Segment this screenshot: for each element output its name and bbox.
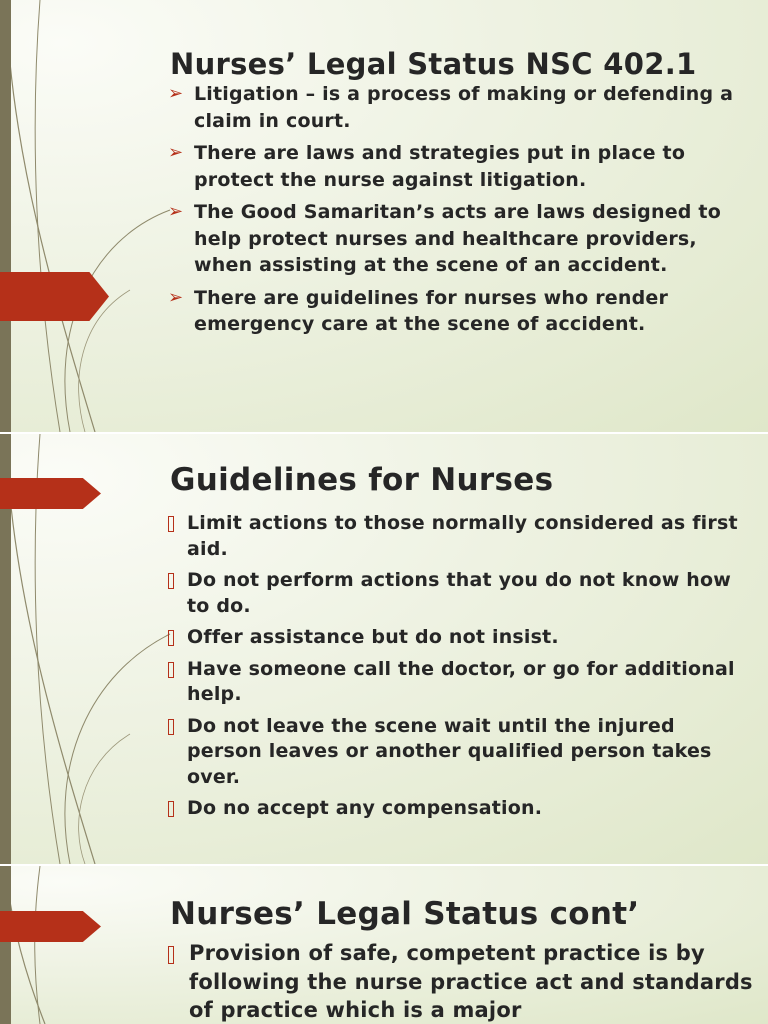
list-item	[168, 511, 743, 562]
red-arrow-tab	[0, 911, 101, 942]
slide-legal-status-cont	[0, 866, 768, 1024]
bullet-text: Litigation – is a process of making or defending a claim in court.	[194, 83, 734, 132]
list-item	[168, 796, 743, 822]
slide-title: Nurses’ Legal Status NSC 402.1	[170, 47, 697, 81]
box-bullet-icon	[168, 573, 174, 589]
left-accent-bar	[0, 866, 11, 1024]
list-item	[168, 81, 743, 134]
bullet-list	[168, 511, 743, 828]
arrowhead-icon: ➢	[168, 83, 184, 104]
slide-title: Guidelines for Nurses	[170, 462, 554, 498]
bullet-list	[168, 81, 743, 344]
list-item	[168, 568, 743, 619]
bullet-text: Do no accept any compensation.	[187, 797, 543, 819]
bullet-text: Offer assistance but do not insist.	[187, 626, 559, 648]
slide-title: Nurses’ Legal Status cont’	[170, 896, 640, 932]
bullet-text: Provision of safe, competent practice is by following the nurse practice act and standards of practice which is a major	[189, 941, 753, 1022]
red-arrow-tab	[0, 478, 101, 509]
bullet-text: There are laws and strategies put in place to protect the nurse against litigation.	[194, 142, 686, 191]
bullet-text: The Good Samaritan’s acts are laws designed to help protect nurses and healthcare providers, when assisting at the scene of an accident.	[194, 201, 721, 276]
red-arrow-tab	[0, 272, 109, 321]
box-bullet-icon	[168, 719, 174, 735]
bullet-text: Limit actions to those normally considered as first aid.	[187, 512, 738, 560]
bullet-text: Have someone call the doctor, or go for additional help.	[187, 657, 735, 705]
list-item	[168, 657, 743, 708]
bullet-text: Do not perform actions that you do not know how to do.	[187, 569, 732, 617]
list-item	[168, 199, 743, 279]
arrowhead-icon: ➢	[168, 286, 184, 308]
box-bullet-icon	[168, 662, 174, 678]
list-item	[168, 625, 743, 651]
list-item	[168, 140, 743, 193]
box-bullet-icon	[168, 516, 174, 532]
list-item	[168, 714, 743, 791]
left-accent-bar	[0, 0, 11, 432]
bullet-text: Do not leave the scene wait until the injured person leaves or another qualified person takes over.	[187, 714, 712, 788]
bullet-list	[168, 939, 753, 1024]
box-bullet-icon	[168, 946, 174, 964]
box-bullet-icon	[168, 630, 174, 646]
list-item	[168, 285, 743, 338]
box-bullet-icon	[168, 801, 174, 817]
slide-legal-status	[0, 0, 768, 432]
bullet-text: There are guidelines for nurses who render emergency care at the scene of accident.	[194, 286, 669, 335]
slide-guidelines	[0, 434, 768, 864]
list-item	[168, 939, 753, 1024]
arrowhead-icon: ➢	[168, 201, 184, 222]
arrowhead-icon: ➢	[168, 142, 184, 163]
